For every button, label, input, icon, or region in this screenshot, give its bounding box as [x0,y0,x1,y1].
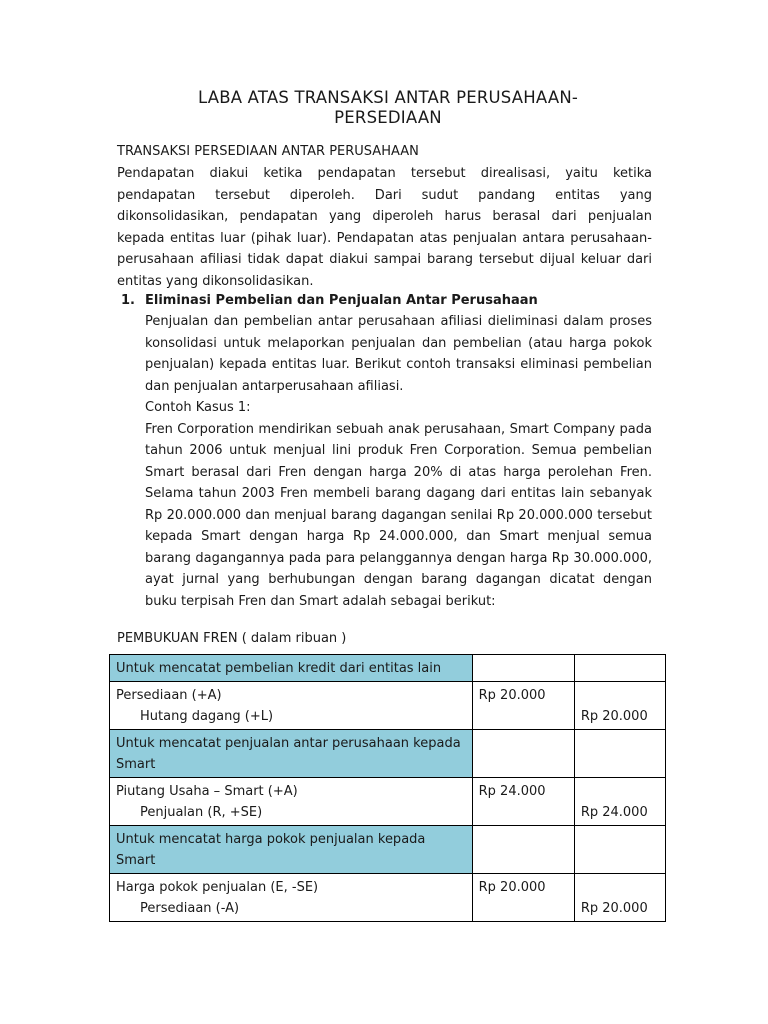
credit-amount: Rp 20.000 [580,709,648,724]
table-row [110,874,666,922]
debit-amount: Rp 24.000 [472,778,574,826]
title-line-1: LABA ATAS TRANSAKSI ANTAR PERUSAHAAN- [197,88,579,107]
journal-header-3: Untuk mencatat harga pokok penjualan kepada Smart [110,826,473,874]
section-1-heading-text: Eliminasi Pembelian dan Penjualan Antar Perusahaan [145,293,538,308]
credit-cell [574,778,665,826]
table-row [110,655,666,682]
journal-table [109,654,666,922]
table-row [110,778,666,826]
credit-account: Penjualan (R, +SE) [140,805,263,820]
credit-cell [574,874,665,922]
debit-amount: Rp 20.000 [472,682,574,730]
debit-account: Piutang Usaha – Smart (+A) [116,784,298,799]
empty-cell [472,826,574,874]
empty-cell [574,730,665,778]
table-row [110,682,666,730]
journal-accounts-cell [110,778,473,826]
empty-cell [574,826,665,874]
empty-cell [472,655,574,682]
debit-account: Harga pokok penjualan (E, -SE) [116,880,319,895]
section-1-number: 1. [121,293,135,308]
table-row [110,730,666,778]
section-1-body [145,311,652,612]
debit-amount: Rp 20.000 [472,874,574,922]
table-label: PEMBUKUAN FREN ( dalam ribuan ) [117,631,347,646]
title-line-2: PERSEDIAAN [334,108,442,127]
journal-accounts-cell [110,682,473,730]
credit-amount: Rp 24.000 [580,805,648,820]
document-title [110,88,666,128]
case-label: Contoh Kasus 1: [145,400,251,415]
section-1-paragraph-1: Penjualan dan pembelian antar perusahaan afiliasi dieliminasi dalam proses konsolidasi untuk melaporkan penjualan dan pembelian (atau harga pokok penjualan) kepada entitas luar. Berikut contoh transaksi eliminasi pembelian dan penjualan antarperusahaan afiliasi. [145,314,652,394]
empty-cell [574,655,665,682]
table-row [110,826,666,874]
credit-account: Persediaan (-A) [140,901,240,916]
section-1-paragraph-2: Fren Corporation mendirikan sebuah anak perusahaan, Smart Company pada tahun 2006 untuk menjual lini produk Fren Corporation. Semua pembelian Smart berasal dari Fren dengan harga 20% di atas harga perolehan Fren. Selama tahun 2003 Fren membeli barang dagang dari entitas lain sebanyak Rp 20.000.000 dan menjual barang dagangan senilai Rp 20.000.000 tersebut kepada Smart dengan harga Rp 24.000.000, dan Smart menjual semua barang dagangannya pada para pelanggannya dengan harga Rp 30.000.000, ayat jurnal yang berhubungan dengan barang dagangan dicatat dengan buku terpisah Fren dan Smart adalah sebagai berikut: [145,421,652,609]
intro-paragraph: Pendapatan diakui ketika pendapatan tersebut direalisasi, yaitu ketika pendapatan tersebut diperoleh. Dari sudut pandang entitas yang dikonsolidasikan, pendapatan yang diperoleh harus berasal dari penjualan kepada entitas luar (pihak luar). Pendapatan atas penjualan antara perusahaan-perusahaan afiliasi tidak dapat diakui sampai barang tersebut dijual keluar dari entitas yang dikonsolidasikan. [117,166,652,289]
journal-accounts-cell [110,874,473,922]
journal-header-2: Untuk mencatat penjualan antar perusahaan kepada Smart [110,730,473,778]
credit-amount: Rp 20.000 [580,901,648,916]
journal-header-1: Untuk mencatat pembelian kredit dari entitas lain [110,655,473,682]
section-1-heading [121,291,538,311]
empty-cell [472,730,574,778]
credit-cell [574,682,665,730]
section-subtitle: TRANSAKSI PERSEDIAAN ANTAR PERUSAHAAN [117,144,419,159]
credit-account: Hutang dagang (+L) [140,709,274,724]
debit-account: Persediaan (+A) [116,688,222,703]
